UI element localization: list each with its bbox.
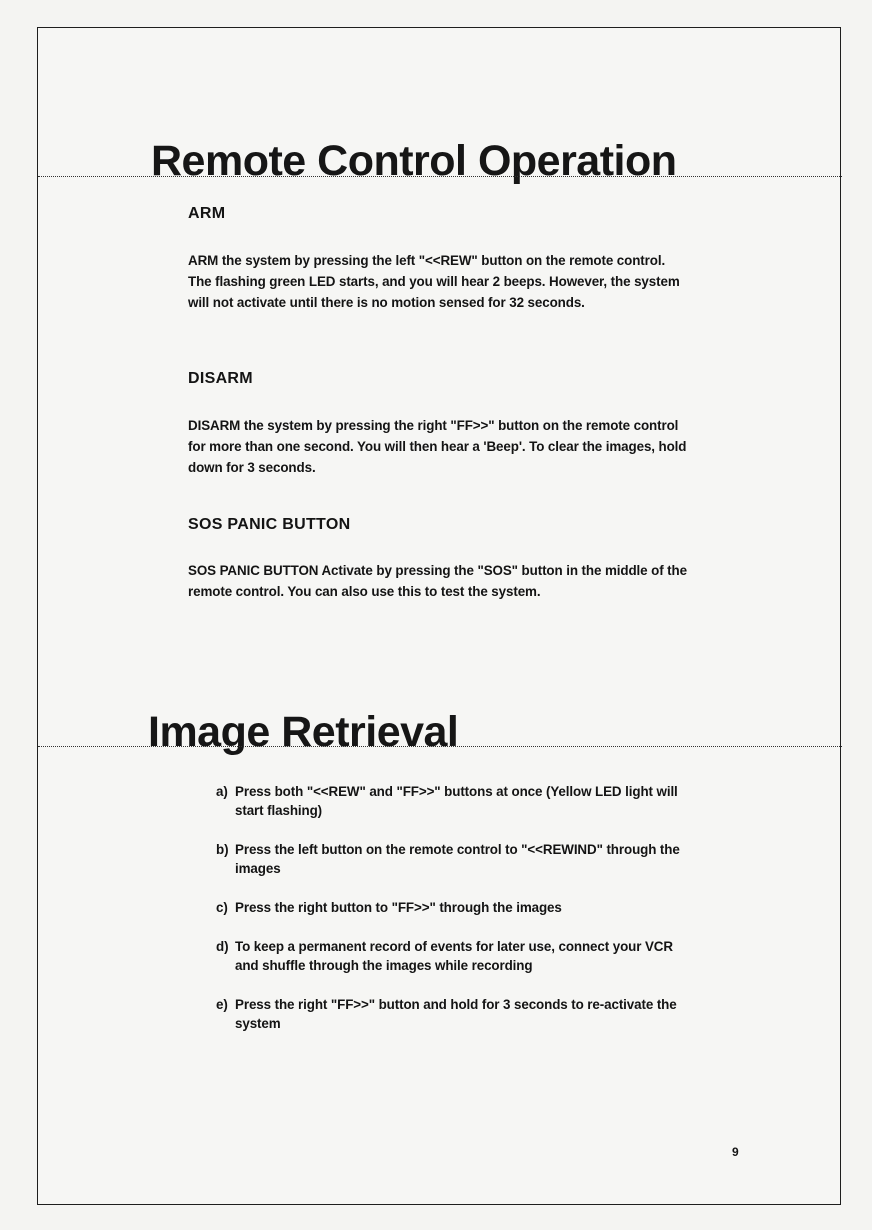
section-divider [38,746,842,747]
retrieval-steps-list [216,782,696,1053]
section-title-image-retrieval: Image Retrieval [148,708,459,756]
arm-paragraph: ARM the system by pressing the left "<<REW" button on the remote control. The flashing green LED starts, and you will hear 2 beeps. However, the system will not activate until there is no motion sensed for 32 seconds. [188,253,680,310]
sos-paragraph: SOS PANIC BUTTON Activate by pressing the "SOS" button in the middle of the remote control. You can also use this to test the system. [188,563,687,599]
step-marker: d) [216,939,229,954]
step-marker: b) [216,842,229,857]
disarm-heading: DISARM [188,370,253,387]
step-marker: e) [216,997,228,1012]
step-text: Press the right "FF>>" button and hold for 3 seconds to re-activate the system [235,997,677,1031]
arm-heading: ARM [188,205,226,222]
disarm-paragraph: DISARM the system by pressing the right "FF>>" button on the remote control for more than one second. You will then hear a 'Beep'. To clear the images, hold down for 3 seconds. [188,418,687,475]
sos-heading: SOS PANIC BUTTON [188,516,351,533]
step-text: Press the right button to "FF>>" through the images [235,900,562,915]
step-marker: c) [216,900,228,915]
list-item [216,995,696,1033]
list-item [216,937,696,975]
list-item [216,898,696,917]
page-number: 9 [732,1145,739,1159]
section-title-remote-control: Remote Control Operation [151,137,677,185]
step-marker: a) [216,784,228,799]
step-text: Press both "<<REW" and "FF>>" buttons at once (Yellow LED light will start flashing) [235,784,678,818]
step-text: Press the left button on the remote control to "<<REWIND" through the images [235,842,680,876]
step-text: To keep a permanent record of events for later use, connect your VCR and shuffle through the images while recording [235,939,673,973]
list-item [216,840,696,878]
section-divider [38,176,842,177]
list-item [216,782,696,820]
page-frame [37,27,841,1205]
